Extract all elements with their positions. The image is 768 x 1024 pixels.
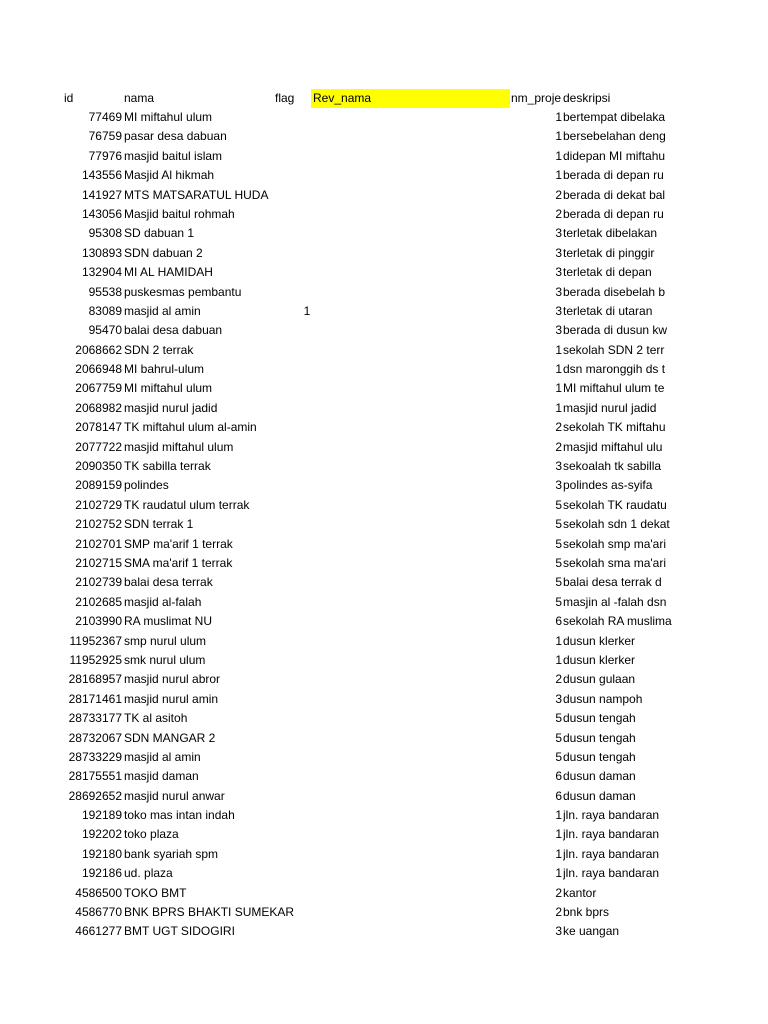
cell-nama: puskesmas pembantu [124,284,242,299]
cell-id: 28171461 [68,691,122,706]
cell-flag [300,535,314,554]
table-body [0,108,768,942]
cell-id: 77469 [88,110,122,124]
cell-id: 130893 [81,245,122,260]
cell-deskripsi: sekolah TK raudatu [563,497,667,512]
cell-flag [300,205,314,224]
cell-deskripsi: dusun gulaan [563,672,636,687]
cell-nama: SDN terrak 1 [124,517,194,532]
cell-flag [300,767,314,786]
cell-nama: masjid nurul amin [124,691,219,706]
cell-flag [300,186,314,205]
cell-flag [300,341,314,360]
table-row [0,224,768,243]
cell-deskripsi: masjid miftahul ulu [563,439,663,454]
cell-flag [300,166,314,185]
cell-flag: 1 [303,303,311,318]
cell-nama: toko mas intan indah [124,808,235,823]
cell-nm-project: 2 [555,187,562,202]
cell-nama: masjid al-falah [124,594,202,609]
cell-deskripsi: terletak dibelakan [563,226,658,241]
cell-nm-project: 5 [555,575,562,590]
cell-flag [300,224,314,243]
cell-nama: RA muslimat NU [124,614,213,629]
table-row [0,108,768,127]
cell-id: 2067759 [75,381,122,396]
cell-deskripsi: sekolah TK miftahu [563,420,666,435]
cell-id: 192189 [81,808,122,823]
table-row [0,573,768,592]
table-row [0,709,768,728]
cell-nm-project: 3 [555,323,562,338]
cell-flag [300,825,314,844]
cell-deskripsi: dsn maronggih ds t [563,362,666,377]
cell-nm-project: 5 [555,497,562,512]
table-row [0,845,768,864]
cell-flag [300,787,314,806]
table-row [0,438,768,457]
table-row [0,825,768,844]
cell-nm-project: 2 [555,420,562,435]
cell-flag [300,263,314,282]
cell-deskripsi: sekolah RA muslima [563,614,672,629]
cell-flag [300,399,314,418]
cell-nama: TK raudatul ulum terrak [124,497,250,512]
cell-nm-project: 5 [555,711,562,726]
cell-nm-project: 3 [555,245,562,260]
cell-deskripsi: dusun daman [563,788,636,803]
cell-flag [300,845,314,864]
cell-flag [300,593,314,612]
cell-deskripsi: jln. raya bandaran [563,808,660,823]
cell-flag [300,651,314,670]
cell-nama: Masjid Al hikmah [124,168,215,183]
cell-nm-project: 5 [555,730,562,745]
cell-id: 95470 [88,323,122,338]
cell-nama: TK sabilla terrak [124,459,211,474]
cell-nama: MI AL HAMIDAH [124,265,213,280]
cell-nm-project: 5 [555,594,562,609]
cell-flag [300,108,314,127]
cell-flag [300,729,314,748]
cell-nama: toko plaza [124,827,179,842]
cell-flag [300,244,314,263]
cell-id: 2089159 [75,478,122,493]
table-row [0,748,768,767]
cell-nm-project: 1 [555,362,562,377]
cell-deskripsi: dusun klerker [563,633,636,648]
cell-nm-project: 5 [555,536,562,551]
cell-deskripsi: terletak di depan [563,265,652,280]
cell-nm-project: 2 [555,439,562,454]
table-row [0,864,768,883]
cell-deskripsi: sekolah smp ma'ari [563,536,666,551]
cell-nama: TK miftahul ulum al-amin [124,420,257,435]
cell-id: 132904 [81,265,122,280]
cell-nama: masjid nurul abror [124,672,221,687]
header-deskripsi: deskripsi [563,91,611,105]
cell-deskripsi: berada disebelah b [563,284,666,299]
cell-nm-project: 1 [555,846,562,861]
cell-flag [300,418,314,437]
cell-deskripsi: terletak di pinggir [563,245,655,260]
cell-id: 4661277 [75,924,122,939]
cell-id: 2102729 [75,497,122,512]
cell-id: 28733229 [68,749,122,764]
cell-nm-project: 2 [555,905,562,920]
cell-flag [300,709,314,728]
cell-nama: SMA ma'arif 1 terrak [124,555,233,570]
table-row [0,787,768,806]
cell-nama: smk nurul ulum [124,652,206,667]
table-row [0,884,768,903]
cell-flag [300,748,314,767]
cell-flag [300,632,314,651]
cell-deskripsi: berada di depan ru [563,168,664,183]
cell-nama: MTS MATSARATUL HUDA [124,187,269,202]
cell-nm-project: 6 [555,614,562,629]
cell-id: 76759 [88,129,122,144]
table-row [0,127,768,146]
table-row [0,360,768,379]
table-row [0,476,768,495]
cell-nama: masjid miftahul ulum [124,439,234,454]
table-row [0,205,768,224]
cell-id: 2103990 [75,614,122,629]
cell-id: 2102715 [75,555,122,570]
cell-deskripsi: dusun nampoh [563,691,643,706]
cell-id: 2068662 [75,342,122,357]
cell-deskripsi: dusun tengah [563,730,636,745]
cell-nama: masjid al amin [124,303,201,318]
cell-flag [300,690,314,709]
header-id: id [64,91,74,105]
table-row [0,457,768,476]
cell-deskripsi: didepan MI miftahu [563,148,666,163]
cell-deskripsi: dusun klerker [563,652,636,667]
cell-nm-project: 1 [555,168,562,183]
cell-nm-project: 6 [555,788,562,803]
table-row [0,399,768,418]
cell-nama: TOKO BMT [124,885,187,900]
cell-flag [300,806,314,825]
cell-nm-project: 3 [555,478,562,493]
table-row [0,283,768,302]
cell-id: 143056 [81,206,122,221]
cell-deskripsi: bnk bprs [563,905,610,920]
cell-deskripsi: ke uangan [563,924,620,939]
cell-nm-project: 3 [555,303,562,318]
cell-id: 4586500 [75,885,122,900]
table-row [0,729,768,748]
cell-nama: BMT UGT SIDOGIRI [124,924,235,939]
cell-deskripsi: sekolah SDN 2 terr [563,342,665,357]
cell-nama: SD dabuan 1 [124,226,195,241]
header-flag: flag [275,91,295,105]
cell-nama: SDN 2 terrak [124,342,194,357]
cell-nm-project: 3 [555,265,562,280]
cell-id: 2090350 [75,459,122,474]
cell-id: 28175551 [68,769,122,784]
cell-deskripsi: berada di dusun kw [563,323,668,338]
cell-nama: Masjid baitul rohmah [124,206,235,221]
cell-nm-project: 5 [555,517,562,532]
cell-nama: masjid baitul islam [124,148,223,163]
cell-id: 28733177 [68,711,122,726]
cell-id: 192186 [81,866,122,881]
cell-flag [300,922,314,941]
cell-nama: masjid nurul anwar [124,788,225,803]
header-nama: nama [124,91,155,105]
cell-nm-project: 1 [555,808,562,823]
cell-id: 2102739 [75,575,122,590]
cell-id: 2102685 [75,594,122,609]
cell-nama: SDN MANGAR 2 [124,730,216,745]
cell-nm-project: 1 [555,866,562,881]
table-row [0,593,768,612]
cell-deskripsi: masjid nurul jadid [563,400,657,415]
cell-nama: MI miftahul ulum [124,110,213,124]
cell-nama: TK al asitoh [124,711,188,726]
cell-nm-project: 1 [555,652,562,667]
cell-flag [300,457,314,476]
table-row [0,767,768,786]
cell-nm-project: 3 [555,691,562,706]
table-row [0,515,768,534]
cell-id: 11952925 [69,652,122,667]
cell-deskripsi: berada di dekat bal [563,187,666,202]
table-row [0,302,768,321]
cell-flag [300,379,314,398]
cell-nm-project: 3 [555,226,562,241]
table-row [0,806,768,825]
cell-flag [300,496,314,515]
cell-flag [300,573,314,592]
cell-deskripsi: bertempat dibelaka [563,110,666,124]
table-row [0,166,768,185]
cell-nm-project: 1 [555,342,562,357]
cell-nama: smp nurul ulum [124,633,207,648]
cell-deskripsi: sekolah sma ma'ari [563,555,666,570]
cell-id: 141927 [81,187,122,202]
cell-id: 2102752 [75,517,122,532]
cell-deskripsi: dusun daman [563,769,636,784]
cell-deskripsi: masjin al -falah dsn [563,594,667,609]
cell-nm-project: 2 [555,206,562,221]
cell-id: 2068982 [75,400,122,415]
table-row [0,418,768,437]
table-row [0,321,768,340]
table-row [0,651,768,670]
cell-flag [300,670,314,689]
cell-deskripsi: kantor [563,885,597,900]
cell-id: 2078147 [75,420,122,435]
cell-nm-project: 3 [555,284,562,299]
table-row [0,496,768,515]
cell-id: 95538 [88,284,122,299]
cell-nama: pasar desa dabuan [124,129,227,144]
cell-nm-project: 1 [555,633,562,648]
header-nm-project: nm_proje [511,91,561,105]
cell-nm-project: 1 [555,827,562,842]
cell-id: 2077722 [75,439,122,454]
cell-flag [300,360,314,379]
table-row [0,922,768,941]
cell-nama: MI bahrul-ulum [124,362,205,377]
cell-id: 28692652 [68,788,122,803]
cell-flag [300,884,314,903]
cell-nm-project: 1 [555,148,562,163]
cell-nm-project: 1 [555,129,562,144]
cell-deskripsi: berada di depan ru [563,206,664,221]
cell-flag [300,864,314,883]
table-row [0,147,768,166]
cell-id: 2066948 [75,362,122,377]
cell-nama: polindes [124,478,169,493]
cell-id: 83089 [88,303,122,318]
cell-flag [300,554,314,573]
cell-id: 192180 [81,846,122,861]
table-row [0,263,768,282]
cell-deskripsi: jln. raya bandaran [563,846,660,861]
cell-deskripsi: MI miftahul ulum te [563,381,665,396]
cell-nama: ud. plaza [124,866,173,881]
cell-nama: balai desa dabuan [124,323,223,338]
cell-deskripsi: terletak di utaran [563,303,653,318]
cell-nama: balai desa terrak [124,575,213,590]
cell-id: 2102701 [75,536,122,551]
cell-id: 143556 [81,168,122,183]
table-row [0,632,768,651]
cell-flag [300,476,314,495]
cell-flag [300,127,314,146]
cell-flag [300,147,314,166]
table-row [0,670,768,689]
table-row [0,903,768,922]
cell-flag [300,903,314,922]
cell-id: 28168957 [68,672,122,687]
table-row [0,690,768,709]
cell-nm-project: 3 [555,924,562,939]
header-rev-nama: Rev_nama [311,89,510,108]
table-row [0,535,768,554]
cell-deskripsi: sekolah sdn 1 dekat [563,517,670,532]
cell-id: 192202 [81,827,122,842]
table-row [0,612,768,631]
table-row [0,341,768,360]
cell-nm-project: 1 [555,110,562,124]
cell-flag [300,321,314,340]
cell-flag [300,612,314,631]
cell-deskripsi: balai desa terrak d [563,575,662,590]
cell-nama: masjid nurul jadid [124,400,218,415]
cell-nama: MI miftahul ulum [124,381,213,396]
cell-deskripsi: dusun tengah [563,711,636,726]
cell-nm-project: 1 [555,400,562,415]
cell-flag [300,283,314,302]
cell-nm-project: 3 [555,459,562,474]
cell-flag [300,515,314,534]
table-row [0,379,768,398]
cell-nama: SMP ma'arif 1 terrak [124,536,233,551]
cell-id: 11952367 [69,633,122,648]
cell-nm-project: 5 [555,555,562,570]
cell-nm-project: 2 [555,885,562,900]
cell-deskripsi: polindes as-syifa [563,478,653,493]
cell-id: 4586770 [75,905,122,920]
table-row [0,554,768,573]
cell-nama: masjid al amin [124,749,201,764]
cell-id: 95308 [88,226,122,241]
cell-nama: bank syariah spm [124,846,219,861]
table-row [0,244,768,263]
cell-deskripsi: sekoalah tk sabilla [563,459,662,474]
cell-deskripsi: bersebelahan deng [563,129,666,144]
table-row [0,186,768,205]
cell-nm-project: 6 [555,769,562,784]
cell-nm-project: 5 [555,749,562,764]
cell-id: 28732067 [68,730,122,745]
cell-deskripsi: jln. raya bandaran [563,866,660,881]
cell-nm-project: 1 [555,381,562,396]
cell-flag [300,438,314,457]
cell-deskripsi: dusun tengah [563,749,636,764]
cell-nama: BNK BPRS BHAKTI SUMEKAR [124,905,295,920]
cell-nama: SDN dabuan 2 [124,245,203,260]
cell-nama: masjid daman [124,769,199,784]
cell-deskripsi: jln. raya bandaran [563,827,660,842]
cell-nm-project: 2 [555,672,562,687]
cell-id: 77976 [88,148,122,163]
